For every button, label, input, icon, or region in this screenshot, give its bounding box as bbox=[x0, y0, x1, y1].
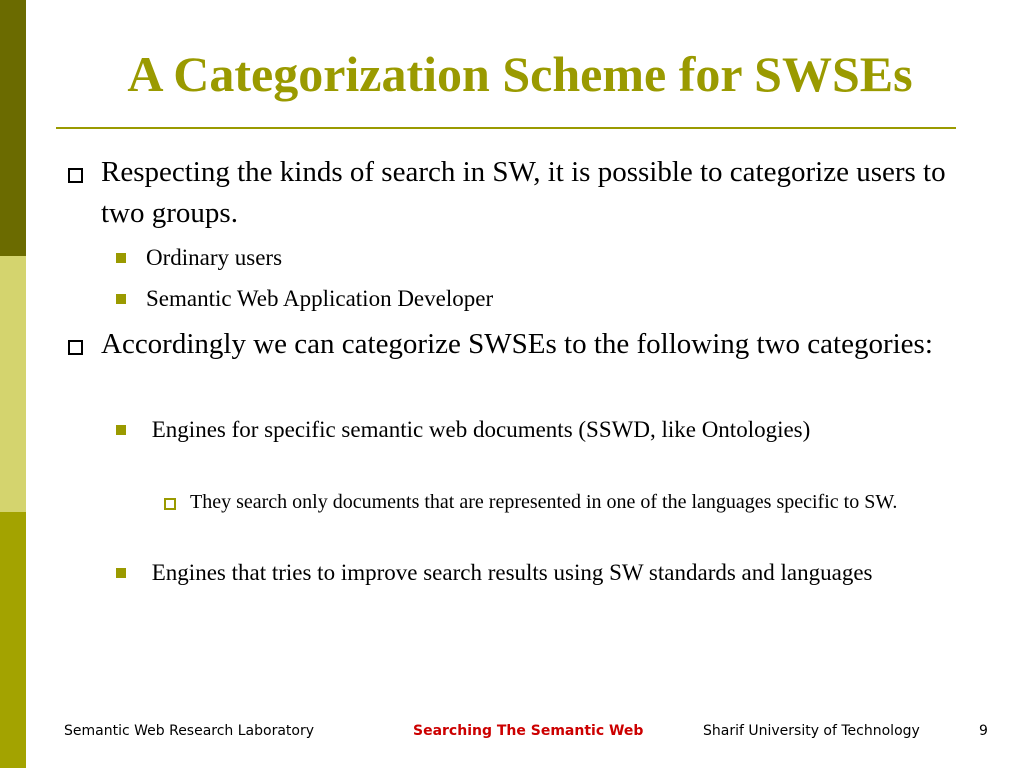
hollow-square-bullet-icon bbox=[68, 168, 83, 183]
solid-square-bullet-icon bbox=[116, 568, 126, 578]
footer-presentation-title: Searching The Semantic Web bbox=[413, 723, 644, 739]
page-number: 9 bbox=[979, 723, 988, 739]
hollow-small-square-bullet-icon bbox=[164, 498, 176, 510]
bullet-2-sub-2: Engines that tries to improve search results using SW standards and languages bbox=[146, 560, 873, 585]
solid-square-bullet-icon bbox=[116, 294, 126, 304]
bullet-2-text: Accordingly we can categorize SWSEs to the following two categories: bbox=[101, 328, 933, 360]
bullet-2-sub-1: Engines for specific semantic web documents (SSWD, like Ontologies) bbox=[146, 417, 811, 442]
bullet-1-text: Respecting the kinds of search in SW, it is possible to categorize users to two groups. bbox=[101, 156, 946, 229]
solid-square-bullet-icon bbox=[116, 425, 126, 435]
footer-university: Sharif University of Technology bbox=[703, 723, 920, 739]
footer-lab-name: Semantic Web Research Laboratory bbox=[64, 723, 315, 739]
bullet-1-sub-1: Ordinary users bbox=[146, 245, 283, 270]
sidebar-band-light bbox=[0, 256, 26, 512]
bullet-2-sub-1-detail: They search only documents that are represented in one of the languages specific to SW. bbox=[190, 491, 898, 513]
bullet-1-sub-2: Semantic Web Application Developer bbox=[146, 286, 494, 311]
sidebar-band-dark bbox=[0, 0, 26, 256]
hollow-square-bullet-icon bbox=[68, 340, 83, 355]
title-divider bbox=[56, 127, 956, 129]
sidebar-band-mid bbox=[0, 512, 26, 768]
sidebar-stripe bbox=[0, 0, 26, 768]
solid-square-bullet-icon bbox=[116, 253, 126, 263]
slide-title: A Categorization Scheme for SWSEs bbox=[127, 46, 913, 102]
